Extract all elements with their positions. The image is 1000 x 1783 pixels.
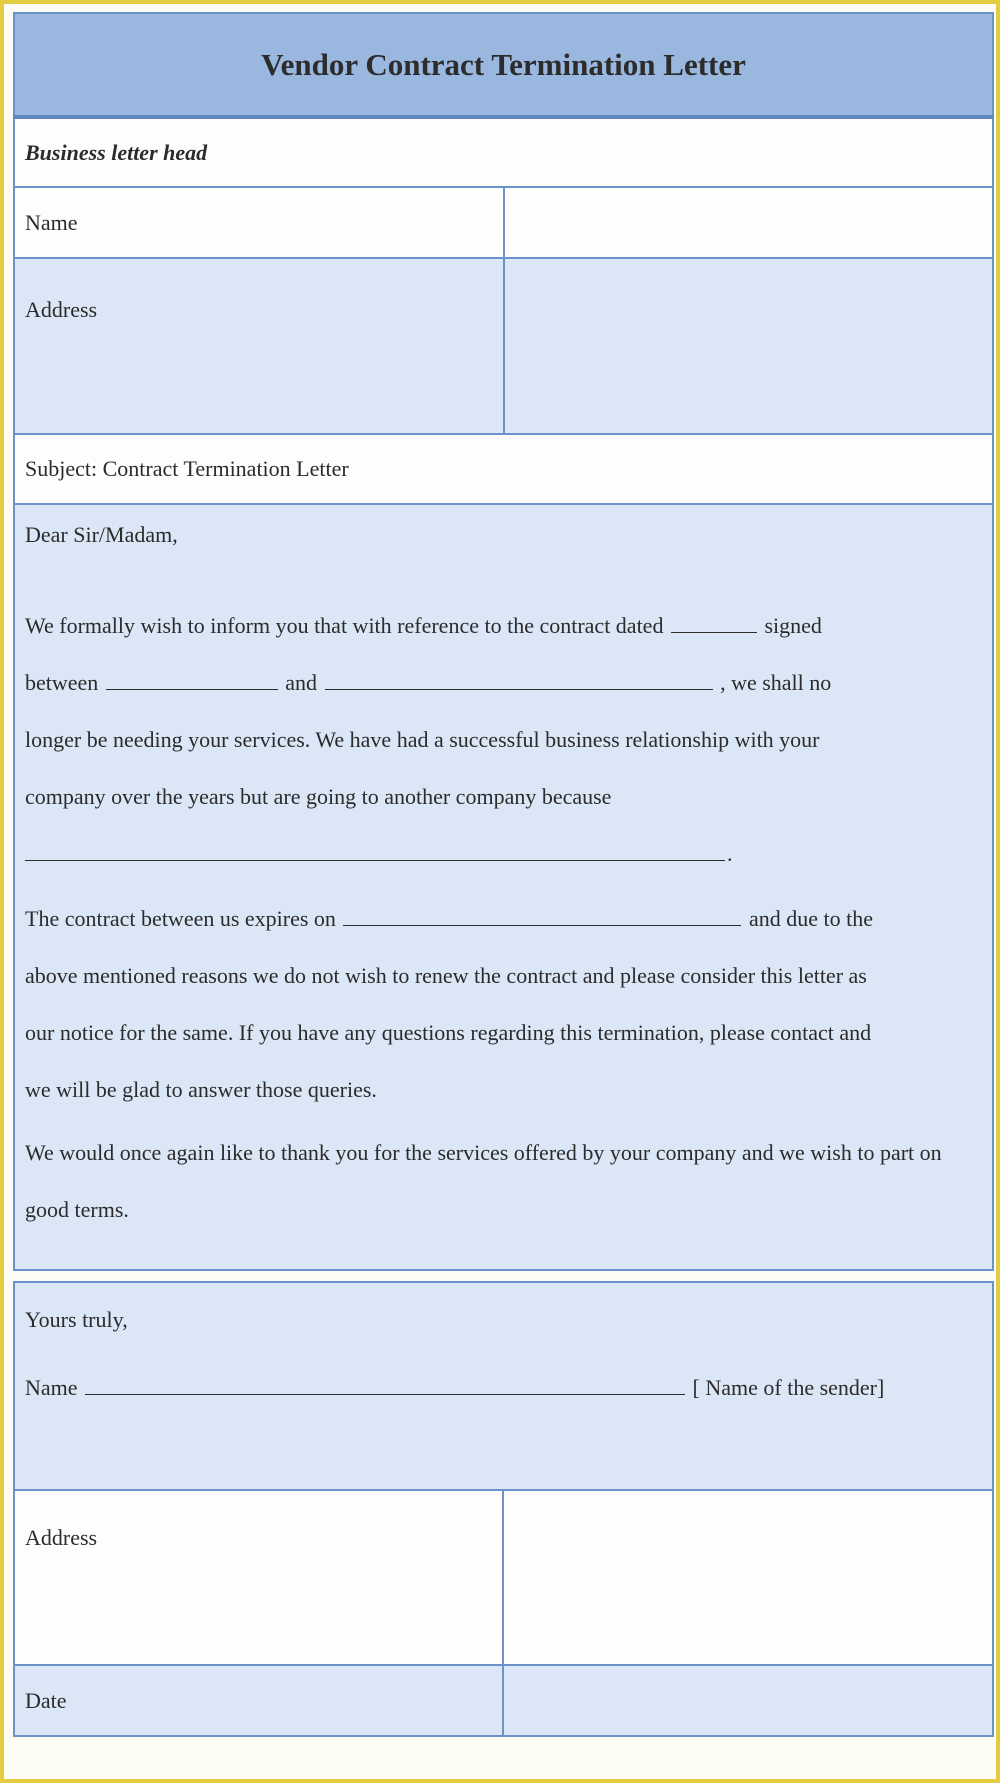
letter-form	[13, 12, 994, 1737]
body-line-2	[25, 654, 982, 711]
closing-paragraph: We would once again like to thank you for the services offered by your company and we wish to part on good terms.	[25, 1140, 942, 1222]
body-line-5	[25, 825, 982, 882]
recipient-address-label: Address	[14, 258, 504, 434]
party-one-blank[interactable]	[106, 667, 278, 690]
body-text: The contract between us expires on	[25, 906, 336, 931]
sender-address-label: Address	[14, 1490, 503, 1665]
body-line-9: we will be glad to answer those queries.	[25, 1077, 377, 1102]
body-line-6	[25, 890, 982, 947]
date-label: Date	[14, 1665, 503, 1736]
body-text: signed	[764, 613, 822, 638]
date-field[interactable]	[503, 1665, 993, 1736]
recipient-address-field[interactable]	[504, 258, 993, 434]
reason-blank[interactable]	[25, 838, 725, 861]
sender-address-field[interactable]	[503, 1490, 993, 1665]
sender-table	[13, 1281, 994, 1737]
page-title: Vendor Contract Termination Letter	[14, 13, 993, 117]
letterhead-cell[interactable]	[14, 117, 993, 187]
sender-name-blank[interactable]	[85, 1372, 685, 1395]
expiry-date-blank[interactable]	[343, 903, 741, 926]
body-text: and	[285, 670, 318, 695]
body-line-1	[25, 597, 982, 654]
sender-name-line	[25, 1361, 982, 1415]
body-line-7: above mentioned reasons we do not wish to renew the contract and please consider this letter as	[25, 963, 867, 988]
closing-text: Yours truly,	[25, 1307, 128, 1332]
body-text: .	[727, 841, 733, 866]
body-text: between	[25, 670, 99, 695]
signature-block	[14, 1282, 993, 1490]
body-line-3: longer be needing your services. We have had a successful business relationship with your	[25, 727, 820, 752]
body-text: We formally wish to inform you that with reference to the contract dated	[25, 613, 664, 638]
recipient-name-label: Name	[14, 187, 504, 258]
body-text: and due to the	[748, 906, 873, 931]
subject-line: Subject: Contract Termination Letter	[14, 434, 993, 504]
body-line-4: company over the years but are going to another company because	[25, 784, 612, 809]
body-text: , we shall no	[720, 670, 832, 695]
party-two-blank[interactable]	[325, 667, 713, 690]
sender-name-label: Name	[25, 1375, 78, 1400]
contract-date-blank[interactable]	[671, 610, 757, 633]
salutation: Dear Sir/Madam,	[25, 522, 178, 547]
recipient-name-field[interactable]	[504, 187, 993, 258]
letterhead-label: Business letter head	[25, 139, 208, 165]
sender-name-hint: [ Name of the sender]	[692, 1375, 885, 1400]
main-table	[13, 12, 994, 1271]
letter-body	[14, 504, 993, 1270]
body-line-8: our notice for the same. If you have any questions regarding this termination, please contact and	[25, 1020, 872, 1045]
